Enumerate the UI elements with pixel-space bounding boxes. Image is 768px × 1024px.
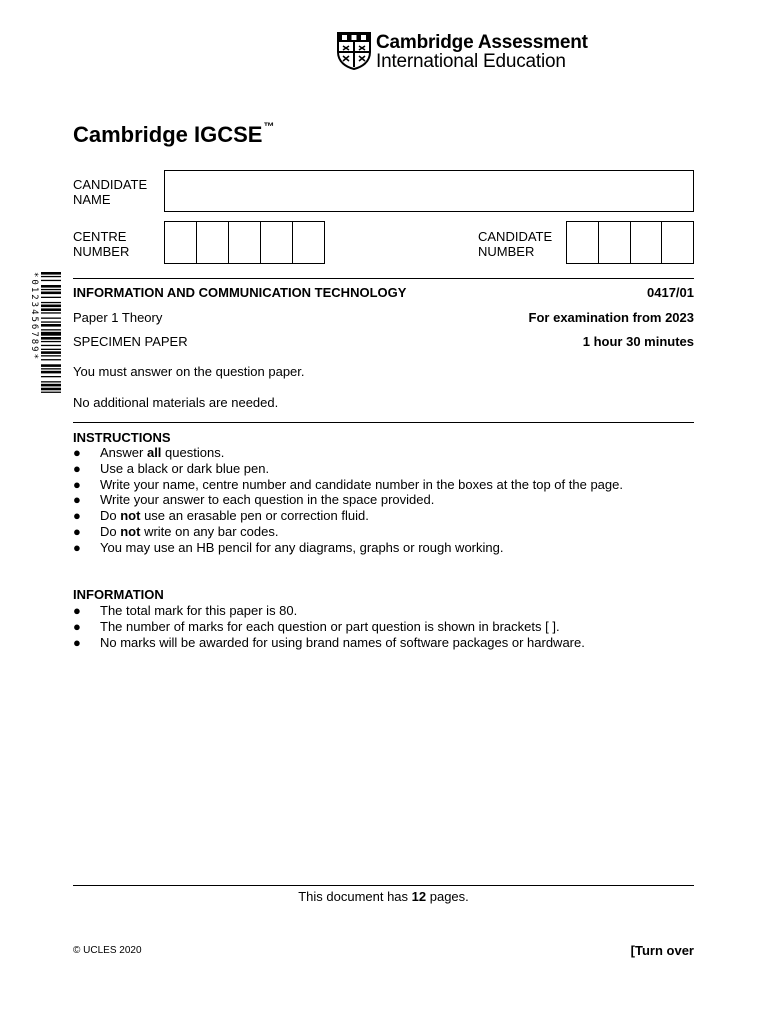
- barcode-bars-icon: [41, 272, 61, 396]
- information-item: [73, 603, 585, 619]
- subject-title: INFORMATION AND COMMUNICATION TECHNOLOGY: [73, 285, 407, 300]
- cambridge-crest-icon: [337, 32, 371, 70]
- title-text: Cambridge IGCSE: [73, 122, 263, 147]
- instruction-text: Do: [100, 508, 121, 524]
- instruction-text-after: use an erasable pen or correction fluid.: [140, 508, 369, 524]
- information-heading: INFORMATION: [73, 587, 164, 602]
- centre-number-boxes[interactable]: [164, 221, 325, 264]
- page-count-note: [73, 889, 694, 904]
- bullet-icon: ●: [73, 460, 81, 476]
- middle-rule: [73, 422, 694, 423]
- candidate-name-label-line-2: NAME: [73, 192, 111, 207]
- information-text: The number of marks for each question or part question is shown in brackets [ ].: [100, 618, 560, 634]
- bullet-icon: ●: [73, 603, 81, 618]
- candidate-number-cell[interactable]: [631, 222, 663, 263]
- page-count-number: 12: [411, 889, 427, 904]
- cambridge-logo: [337, 32, 587, 72]
- instruction-emphasis: not: [120, 508, 141, 524]
- instruction-text: You may use an HB pencil for any diagrams, graphs or rough working.: [100, 539, 504, 555]
- centre-number-label-line-2: NUMBER: [73, 244, 130, 259]
- instruction-item: [73, 508, 623, 524]
- bullet-icon: ●: [73, 523, 81, 539]
- barcode-digits: *0123456789*: [29, 272, 39, 362]
- instruction-text-after: questions.: [161, 445, 225, 460]
- instruction-text: Do: [100, 523, 121, 539]
- turn-over: [Turn over: [630, 943, 694, 958]
- trademark-mark: ™: [263, 120, 275, 133]
- information-text: No marks will be awarded for using brand names of software packages or hardware.: [100, 634, 585, 650]
- bullet-icon: ●: [73, 445, 81, 460]
- footer-rule: [73, 885, 694, 886]
- exam-duration: 1 hour 30 minutes: [582, 334, 694, 349]
- bullet-icon: ●: [73, 539, 81, 555]
- answer-note: You must answer on the question paper.: [73, 364, 305, 379]
- instruction-item: [73, 445, 623, 461]
- paper-kind: SPECIMEN PAPER: [73, 334, 188, 349]
- candidate-number-label-line-1: CANDIDATE: [478, 229, 553, 244]
- instruction-text: Use a black or dark blue pen.: [100, 460, 270, 476]
- instructions-list: [73, 445, 623, 556]
- instruction-emphasis: all: [146, 445, 162, 460]
- exam-from: For examination from 2023: [528, 310, 694, 325]
- information-item: [73, 635, 585, 651]
- candidate-number-cell[interactable]: [599, 222, 631, 263]
- instruction-text: Write your answer to each question in the space provided.: [100, 492, 435, 508]
- instruction-text-after: write on any bar codes.: [140, 523, 279, 539]
- candidate-name-box[interactable]: [164, 170, 694, 212]
- materials-note: No additional materials are needed.: [73, 395, 279, 410]
- candidate-number-boxes[interactable]: [566, 221, 694, 264]
- candidate-name-label: [73, 177, 147, 207]
- page-count-before: This document has: [298, 889, 412, 904]
- centre-number-label-line-1: CENTRE: [73, 229, 127, 244]
- centre-number-cell[interactable]: [197, 222, 229, 263]
- information-text: The total mark for this paper is 80.: [100, 603, 298, 618]
- candidate-number-cell[interactable]: [567, 222, 599, 263]
- instruction-item: [73, 477, 623, 493]
- information-list: [73, 603, 585, 650]
- logo-line-2: International Education: [376, 51, 566, 72]
- centre-number-cell[interactable]: [261, 222, 293, 263]
- candidate-number-label-line-2: NUMBER: [478, 244, 535, 259]
- instruction-emphasis: not: [120, 523, 141, 539]
- candidate-number-label: [478, 229, 552, 259]
- logo-line-1: Cambridge Assessment: [376, 32, 588, 53]
- paper-name: Paper 1 Theory: [73, 310, 163, 325]
- qualification-title: [73, 122, 274, 148]
- centre-number-label: [73, 229, 129, 259]
- instruction-item: [73, 540, 623, 556]
- instruction-item: [73, 524, 623, 540]
- page-count-after: pages.: [426, 889, 469, 904]
- copyright: © UCLES 2020: [73, 945, 142, 956]
- bullet-icon: ●: [73, 618, 81, 634]
- top-rule: [73, 278, 694, 279]
- bullet-icon: ●: [73, 476, 81, 492]
- centre-number-cell[interactable]: [229, 222, 261, 263]
- bullet-icon: ●: [73, 634, 81, 650]
- candidate-name-label-line-1: CANDIDATE: [73, 177, 148, 192]
- syllabus-code: 0417/01: [647, 285, 694, 300]
- instruction-item: [73, 461, 623, 477]
- instruction-item: [73, 492, 623, 508]
- candidate-number-cell[interactable]: [662, 222, 693, 263]
- instruction-text: Write your name, centre number and candidate number in the boxes at the top of the page.: [100, 476, 623, 492]
- barcode: [29, 272, 63, 396]
- centre-number-cell[interactable]: [165, 222, 197, 263]
- bullet-icon: ●: [73, 492, 81, 508]
- instruction-text: Answer: [100, 445, 147, 460]
- instructions-heading: INSTRUCTIONS: [73, 430, 171, 445]
- information-item: [73, 619, 585, 635]
- bullet-icon: ●: [73, 508, 81, 524]
- centre-number-cell[interactable]: [293, 222, 324, 263]
